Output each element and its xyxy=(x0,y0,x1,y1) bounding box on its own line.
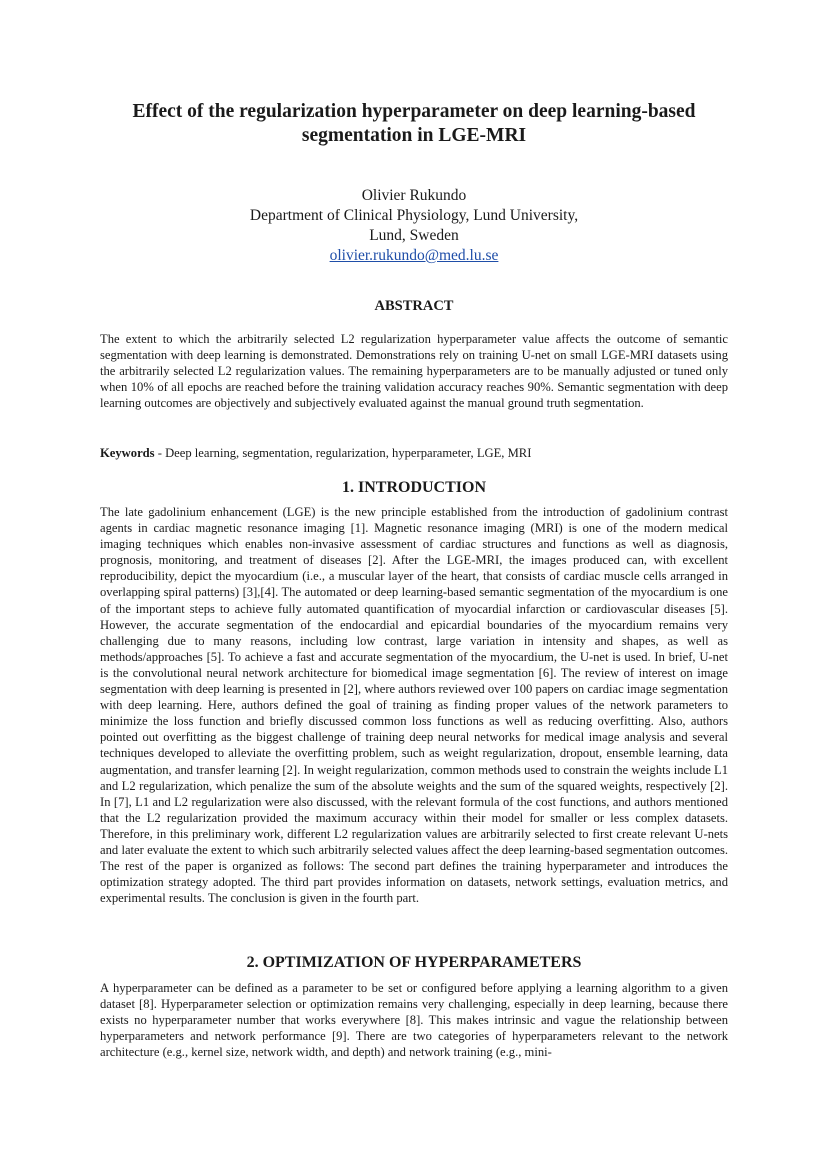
abstract-heading: ABSTRACT xyxy=(374,298,454,314)
author-name: Olivier Rukundo xyxy=(361,187,467,204)
keywords-line xyxy=(100,445,728,461)
paper-title: Effect of the regularization hyperparameter on deep learning-based segmentation in LGE-MRI xyxy=(132,101,696,146)
section-text-optimization: A hyperparameter can be defined as a parameter to be set or configured before applying a learning algorithm to a given dataset [8]. Hyperparameter selection or optimization remains very challenging, especially in deep learning, because there exists no hyperparameter number that works everywhere [8]. This makes intrinsic and vague the relationship between hyperparameters and network performance [9]. There are two categories of hyperparameters relevant to the network architecture (e.g., kernel size, network width, and depth) and network training (e.g., mini- xyxy=(100,981,728,1060)
section-heading-introduction: 1. INTRODUCTION xyxy=(341,479,486,496)
author-block xyxy=(100,186,728,266)
abstract-text: The extent to which the arbitrarily selected L2 regularization hyperparameter value affects the outcome of semantic segmentation with deep learning is demonstrated. Demonstrations rely on training U-net on small LGE-MRI datasets using the arbitrarily selected L2 regularization values. The remaining hyperparameters are to be manually adjusted or tuned only when 10% of all epochs are reached before the training validation accuracy reaches 90%. Semantic segmentation with deep learning outcomes are objectively and subjectively evaluated against the manual ground truth segmentation. xyxy=(100,332,728,411)
author-affiliation: Department of Clinical Physiology, Lund University, xyxy=(249,207,579,224)
author-email-link[interactable]: olivier.rukundo@med.lu.se xyxy=(329,247,499,264)
section-heading-optimization: 2. OPTIMIZATION OF HYPERPARAMETERS xyxy=(246,954,582,971)
author-location: Lund, Sweden xyxy=(369,227,459,244)
keywords-text: - Deep learning, segmentation, regularization, hyperparameter, LGE, MRI xyxy=(154,446,532,460)
section-text-introduction: The late gadolinium enhancement (LGE) is the new principle established from the introduction of gadolinium contrast agents in cardiac magnetic resonance imaging [1]. Magnetic resonance imaging (MRI) is one of the modern medical imaging techniques which enables non-invasive assessment of cardiac structures and functions as well as diagnosis, prognosis, monitoring, and treatment of diseases [2]. After the LGE-MRI, the images produced can, with excellent reproducibility, depict the myocardium (i.e., a muscular layer of the heart, that consists of cardiac muscle cells arranged in overlapping spiral patterns) [3],[4]. The automated or deep learning-based semantic segmentation of the myocardium is one of the important steps to achieve fully automated quantification of myocardial infarction or cardiovascular diseases [5]. However, the accurate segmentation of the endocardial and epicardial boundaries of the myocardium remains very challenging due to many reasons, including low contrast, large variation in intensity and shapes, as well as methods/approaches [5]. To achieve a fast and accurate segmentation of the myocardium, the U-net is used. In brief, U-net is the convolutional neural network architecture for biomedical image segmentation [6]. The review of interest on image segmentation with deep learning is presented in [2], where authors reviewed over 100 papers on cardiac image segmentation with deep learning. Here, authors defined the goal of training as finding proper values of the network parameters to minimize the loss function and briefly discussed common loss functions as well as reducing overfitting. Also, authors pointed out overfitting as the biggest challenge of training deep neural networks for medical image analysis and several techniques developed to alleviate the overfitting problem, such as weight regularization, dropout, ensemble learning, data augmentation, and transfer learning [2]. In weight regularization, common methods used to constrain the weights include L1 and L2 regularization, which penalize the sum of the absolute weights and the sum of the squared weights, respectively [2]. In [7], L1 and L2 regularization were also discussed, with the relevant formula of the cost functions, and authors mentioned that the L2 regularization provided the maximum accuracy within their model for smaller or less complex datasets. Therefore, in this preliminary work, different L2 regularization values are arbitrarily selected to first create relevant U-nets and later evaluate the extent to which such arbitrarily selected values affect the deep learning-based segmentation outcomes. The rest of the paper is organized as follows: The second part defines the training hyperparameter and introduces the optimization strategy adopted. The third part provides information on datasets, network settings, evaluation metrics, and experimental results. The conclusion is given in the fourth part. xyxy=(100,505,728,906)
keywords-label: Keywords xyxy=(100,446,155,460)
